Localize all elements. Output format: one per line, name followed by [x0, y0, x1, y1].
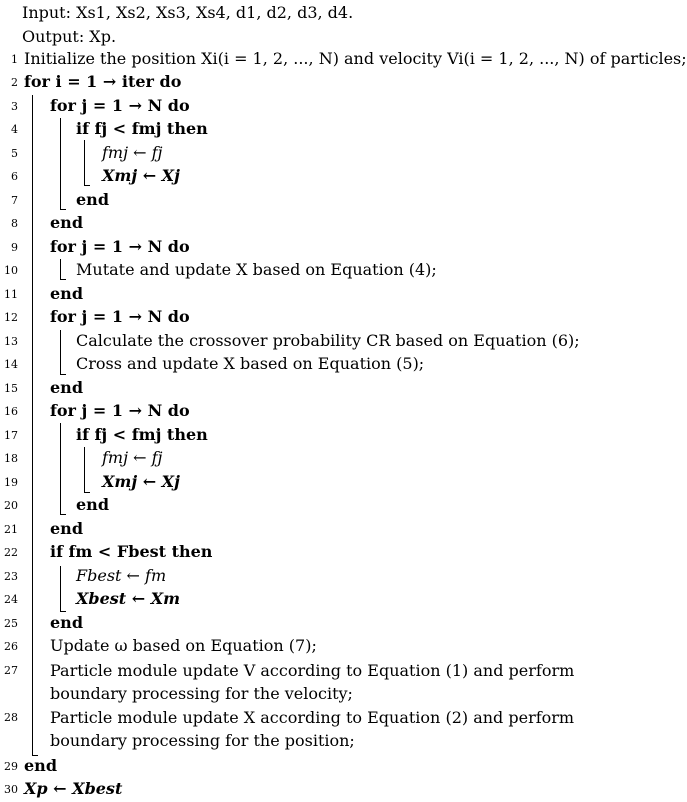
line-text: if fj < fmj then	[76, 425, 208, 444]
line-text: Fbest ← fm	[76, 566, 167, 585]
line-text: end	[50, 284, 83, 303]
line-number: 15	[4, 382, 18, 395]
for-j-block-rule-3	[60, 330, 61, 375]
line-text: fmj ← fj	[102, 448, 163, 467]
line-number: 11	[4, 288, 18, 301]
line-number: 4	[11, 123, 18, 136]
line-number: 8	[11, 217, 18, 230]
line-text: Xmj ← Xj	[102, 472, 180, 491]
input-text: Input: Xs1, Xs2, Xs3, Xs4, d1, d2, d3, d4.	[22, 3, 354, 22]
line-number: 30	[4, 783, 18, 796]
line-text: Initialize the position Xi(i = 1, 2, ..., N) and velocity Vi(i = 1, 2, ..., N) of particles;	[24, 49, 687, 68]
if-best-block-rule	[60, 566, 61, 612]
line-number: 2	[11, 76, 18, 89]
line-text: Particle module update X according to Equation (2) and perform boundary processing for the position;	[50, 708, 575, 750]
line-number: 29	[4, 760, 18, 773]
for-j-block-rule-1	[60, 118, 61, 210]
line-number: 14	[4, 358, 18, 371]
line-number: 28	[4, 711, 18, 724]
line-text: end	[50, 378, 83, 397]
line-text: for j = 1 → N do	[50, 237, 190, 256]
for-i-block-rule	[32, 95, 33, 756]
if-block-rule-1	[84, 140, 85, 186]
line-text: end	[50, 613, 83, 632]
if-block-rule-2	[84, 447, 85, 493]
line-text: Xp ← Xbest	[24, 779, 123, 798]
line-number: 3	[11, 100, 18, 113]
line-number: 1	[11, 53, 18, 66]
line-text: end	[76, 495, 109, 514]
line-number: 19	[4, 476, 18, 489]
line-number: 17	[4, 429, 18, 442]
line-number: 13	[4, 335, 18, 348]
line-number: 7	[11, 194, 18, 207]
line-text: for j = 1 → N do	[50, 307, 190, 326]
line-number: 6	[11, 170, 18, 183]
line-number: 16	[4, 405, 18, 418]
line-text: if fj < fmj then	[76, 119, 208, 138]
output-text: Output: Xp.	[22, 27, 117, 46]
for-j-block-rule-4	[60, 423, 61, 515]
line-number: 27	[4, 664, 18, 677]
line-text: for j = 1 → N do	[50, 401, 190, 420]
line-number: 26	[4, 640, 18, 653]
line-text: Xbest ← Xm	[76, 589, 181, 608]
line-number: 10	[4, 264, 18, 277]
line-number: 23	[4, 570, 18, 583]
line-text: for i = 1 → iter do	[24, 72, 182, 91]
line-text: Mutate and update X based on Equation (4);	[76, 260, 437, 279]
line-text: end	[76, 190, 109, 209]
line-text: Xmj ← Xj	[102, 166, 180, 185]
line-text: Calculate the crossover probability CR based on Equation (6);	[76, 331, 580, 350]
line-text: end	[50, 519, 83, 538]
line-number: 25	[4, 617, 18, 630]
line-number: 18	[4, 452, 18, 465]
line-number: 21	[4, 523, 18, 536]
line-text: Update ω based on Equation (7);	[50, 636, 317, 655]
line-text: Particle module update V according to Equation (1) and perform boundary processing for the velocity;	[50, 661, 575, 703]
line-number: 9	[11, 241, 18, 254]
line-number: 20	[4, 499, 18, 512]
line-text: if fm < Fbest then	[50, 542, 213, 561]
line-number: 24	[4, 593, 18, 606]
line-text: for j = 1 → N do	[50, 96, 190, 115]
line-number: 5	[11, 147, 18, 160]
for-j-block-rule-2	[60, 259, 61, 280]
line-text: Cross and update X based on Equation (5);	[76, 354, 425, 373]
line-number: 22	[4, 546, 18, 559]
line-text: fmj ← fj	[102, 143, 163, 162]
line-number: 12	[4, 311, 18, 324]
line-text: end	[50, 213, 83, 232]
line-text: end	[24, 756, 57, 775]
